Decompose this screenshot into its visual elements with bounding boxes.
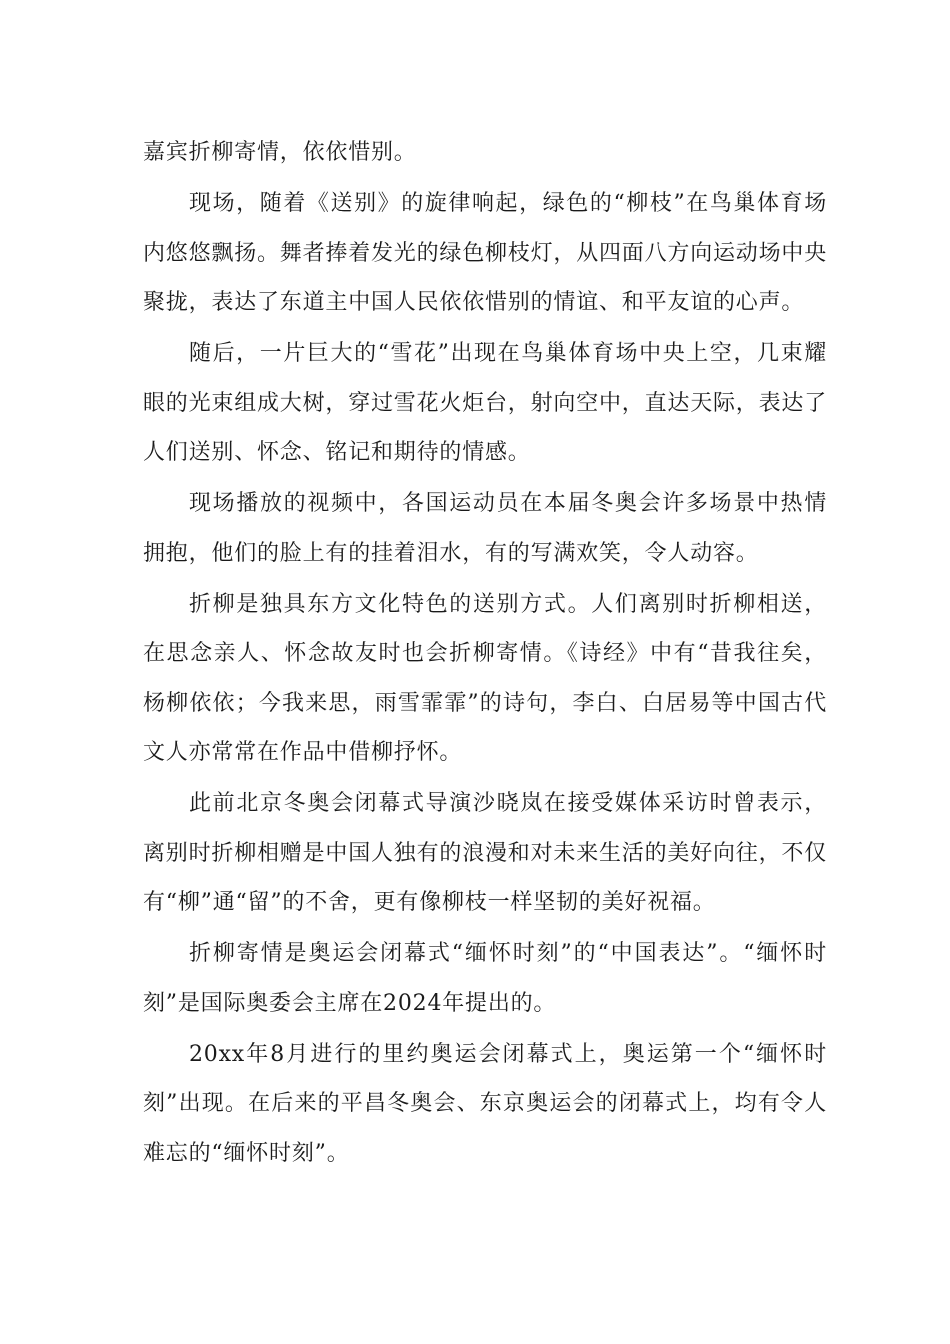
paragraph-1: 嘉宾折柳寄情，依依惜别。 <box>143 140 417 165</box>
paragraph-8: 20xx年8月进行的里约奥运会闭幕式上，奥运第一个“缅怀时刻”出现。在后来的平昌冬奥会、东京奥运会的闭幕式上，均有令人难忘的“缅怀时刻”。 <box>143 1041 827 1166</box>
paragraph-7: 折柳寄情是奥运会闭幕式“缅怀时刻”的“中国表达”。“缅怀时刻”是国际奥委会主席在2024年提出的。 <box>143 941 827 1016</box>
paragraph-3: 随后，一片巨大的“雪花”出现在鸟巢体育场中央上空，几束耀眼的光束组成大树，穿过雪花火炬台，射向空中，直达天际，表达了人们送别、怀念、铭记和期待的情感。 <box>143 341 828 465</box>
document-body <box>143 128 827 1180</box>
paragraph-2: 现场，随着《送别》的旋律响起，绿色的“柳枝”在鸟巢体育场内悠悠飘扬。舞者捧着发光的绿色柳枝灯，从四面八方向运动场中央聚拢，表达了东道主中国人民依依惜别的情谊、和平友谊的心声。 <box>143 191 828 315</box>
paragraph-4: 现场播放的视频中，各国运动员在本届冬奥会许多场景中热情拥抱，他们的脸上有的挂着泪水，有的写满欢笑，令人动容。 <box>143 491 827 566</box>
paragraph-6: 此前北京冬奥会闭幕式导演沙晓岚在接受媒体采访时曾表示，离别时折柳相赠是中国人独有的浪漫和对未来生活的美好向往，不仅有“柳”通“留”的不舍，更有像柳枝一样坚韧的美好祝福。 <box>143 791 828 915</box>
paragraph-5: 折柳是独具东方文化特色的送别方式。人们离别时折柳相送，在思念亲人、怀念故友时也会折柳寄情。《诗经》中有“昔我往矣，杨柳依依；今我来思，雨雪霏霏”的诗句，李白、白居易等中国古代文人亦常常在作品中借柳抒怀。 <box>143 591 827 765</box>
